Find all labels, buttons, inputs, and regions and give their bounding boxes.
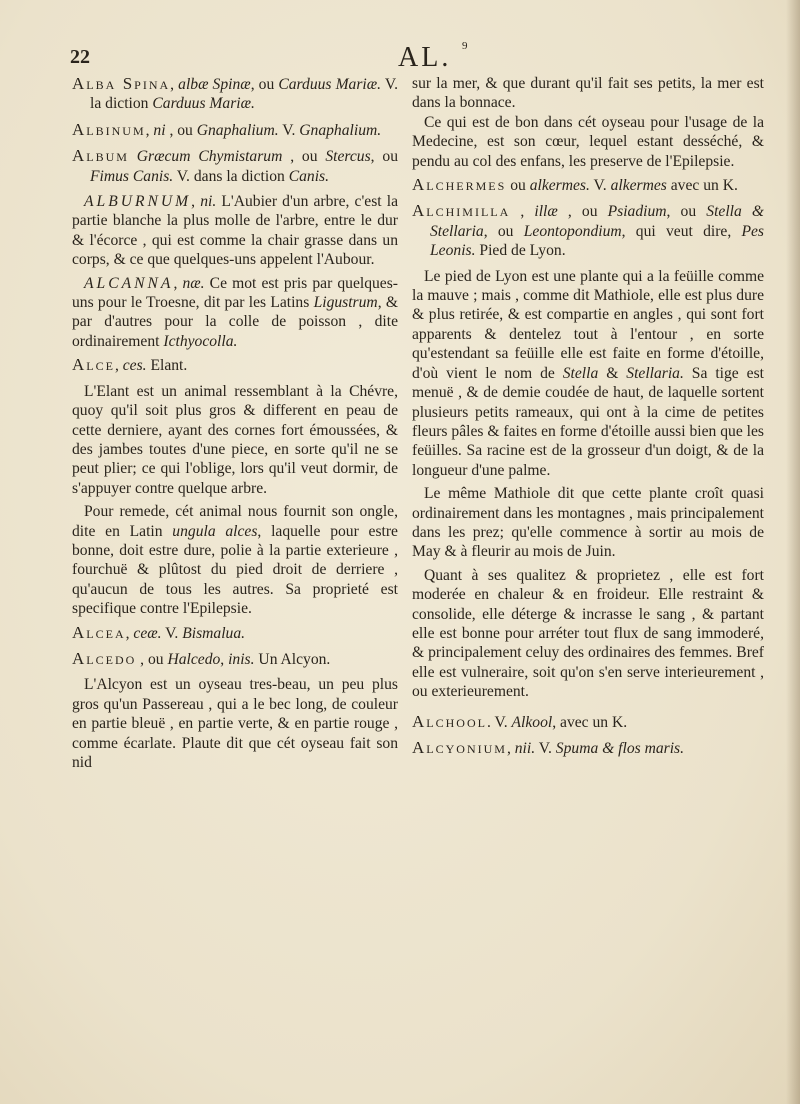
text-run: nii. [514, 740, 536, 757]
text-run: Icthyocolla. [163, 332, 238, 350]
text-run: næ. [182, 274, 205, 292]
headword: Alchermes [412, 175, 507, 195]
text-run: V. [589, 177, 611, 195]
text-run: Stella & Stellaria [430, 203, 765, 240]
dictionary-entry [412, 175, 764, 195]
text-run: Elant. [146, 357, 188, 375]
text-run: , [506, 740, 515, 757]
text-run: , qui veut dire, [621, 222, 742, 240]
paragraph [72, 382, 398, 498]
text-run: , ou [483, 222, 524, 240]
paragraph [72, 675, 398, 772]
text-run: illæ [534, 203, 558, 221]
paragraph [412, 74, 764, 113]
dictionary-entry [412, 738, 764, 758]
headword: Album [72, 146, 129, 166]
text-run: ceæ. [133, 624, 162, 642]
text-run: Halcedo [167, 650, 221, 668]
right-column [412, 74, 764, 764]
text-run: alkermes. [529, 177, 590, 195]
text-run: Spuma & flos maris. [555, 740, 685, 757]
text-run: Carduus Mariæ. [278, 76, 382, 93]
text-run: Gnaphalium. [299, 121, 382, 139]
text-run: , [220, 650, 229, 668]
headword: Alba Spina [72, 74, 171, 93]
left-column [72, 74, 398, 776]
text-run: V. [278, 121, 300, 139]
paragraph [72, 192, 398, 270]
text-run: , ou [666, 203, 707, 221]
text-run: , ou [370, 148, 398, 166]
headword: ALBURNUM [84, 193, 192, 211]
text-run: Sa tige est menuë , & de demie coudée de haut, de laquelle sortent plusieurs petits rameaux, qui ont à la cime de petites fleurs pâles & faites en forme d'étoille aussi bien que les feüilles. Sa racine est de la grosseur d'un doigt, & de la longueur d'une palme. [412, 364, 764, 479]
headword: Alcedo [72, 648, 137, 668]
dictionary-entry [72, 120, 398, 140]
text-run: V. dans la diction [173, 167, 289, 185]
text-run: Fimus Canis. [90, 167, 174, 185]
text-run: Stellaria. [626, 364, 684, 382]
text-run: Psiadium [607, 203, 667, 221]
text-run: Pied de Lyon. [475, 242, 566, 260]
paragraph [412, 267, 764, 480]
text-run: . V. [486, 713, 512, 731]
text-run: Bismalua. [182, 624, 246, 642]
text-run: , [114, 357, 123, 375]
text-run: , ou [557, 203, 608, 221]
text-run: Græcum Chymistarum [136, 148, 283, 166]
text-run: albæ Spinæ [178, 76, 251, 93]
headword: ALCANNA [84, 274, 174, 292]
text-run: , [170, 76, 179, 93]
text-run: V. la diction [90, 76, 399, 113]
text-run: L'Alcyon est un oyseau tres-beau, un peu plus gros qu'un Passereau , qui a le bec long, de couleur en partie bleuë , en partie verte, & en partie rouge , comme écarlate. Plaute dit que cét oyseau fait son nid [72, 676, 398, 771]
paragraph [412, 484, 764, 562]
page-gutter-shadow [786, 0, 800, 1104]
dictionary-entry [72, 623, 398, 643]
text-run: Quant à ses qualitez & proprietez , elle est fort moderée en chaleur & en froideur. Elle restraint & consolide, elle déterge & incrasse le sang , & partant elle est bonne pour arréter tout flux de sang immoderé, & principalement celuy des ordinaires des femmes. Bref elle est vulneraire, soit qu'on s'en serve interieurement , ou exterieurement. [412, 566, 764, 701]
paragraph [412, 113, 764, 171]
dictionary-entry [72, 355, 398, 375]
text-run: , ou [250, 76, 279, 93]
text-run: , & par d'autres pour la colle de poisson , dite ordinairement [72, 294, 398, 350]
text-run: ni [153, 121, 166, 139]
headword: Alchimilla [412, 201, 511, 221]
text-run: alkermes [610, 177, 667, 195]
text-run [129, 148, 137, 165]
text-run: avec un K. [666, 177, 738, 195]
signature-mark: 9 [462, 40, 468, 52]
headword: Albinum [72, 119, 146, 139]
text-run: sur la mer, & que durant qu'il fait ses petits, la mer est dans la bonnace. [412, 75, 764, 112]
text-run: Alkool [511, 713, 553, 731]
text-run: ou [506, 177, 530, 195]
text-run: Gnaphalium. [196, 121, 279, 139]
text-run: Ligustrum [313, 294, 378, 312]
text-run: Ce qui est de bon dans cét oyseau pour l'usage de la Medecine, est son cœur, lequel estant desséché, & pendu au col des enfans, les preserve de l'Epilepsie. [412, 113, 764, 170]
text-run: , ou [136, 650, 168, 668]
text-run: Stella [562, 364, 599, 382]
dictionary-entry [412, 201, 764, 260]
text-run: Carduus Mariæ. [152, 95, 255, 113]
text-run: ungula alces [172, 522, 258, 540]
page-number: 22 [70, 46, 90, 68]
text-run: L'Elant est un animal ressemblant à la Chévre, quoy qu'il soit plus gros & different en peau de cette derniere, ayant des cornes fort émoussées, & des jambes toutes d'une piece, en sorte qu'il ne se peut plier; ce qui l'oblige, lors qu'il veut dormir, de s'appuyer contre quelque arbre. [72, 382, 398, 497]
text-run: Canis. [288, 167, 329, 185]
text-run: ni. [200, 193, 217, 211]
dictionary-entry [72, 74, 398, 114]
headword: Alce [72, 355, 115, 375]
text-run: , ou [282, 148, 326, 166]
text-run: , [510, 203, 535, 221]
text-run: , avec un K. [552, 713, 628, 731]
paragraph [72, 274, 398, 352]
text-run: & [598, 364, 627, 382]
text-run: Ce mot est pris par quelques-uns pour le Troesne, dit par les Latins [72, 274, 398, 312]
text-run: , laquelle pour estre bonne, doit estre dure, polie à la partie exterieure , fourchuë & plûtost du pied droit de derriere , qu'aucun de tous les autres. Sa proprieté est specifique contre l'Epilepsie. [72, 522, 398, 618]
headword: Alcea [72, 622, 126, 642]
text-run: Stercus [325, 148, 371, 166]
text-run: Leontopondium [523, 222, 622, 240]
text-run: , [173, 274, 183, 292]
text-run: V. [535, 740, 556, 757]
text-run: V. [161, 624, 183, 642]
dictionary-entry [72, 649, 398, 669]
text-run: L'Aubier d'un arbre, c'est la partie blanche la plus molle de l'arbre, entre le dur & l'écorce , qui est comme la chair grasse dans un corps, & ce que quelques-uns appelent l'Aubour. [72, 193, 399, 269]
text-run: , [125, 624, 134, 642]
headword: Alcyonium [412, 738, 507, 757]
paragraph [412, 566, 764, 702]
text-run: Pour remede, cét animal nous fournit son ongle, dite en Latin [72, 503, 398, 540]
text-run: , ou [165, 121, 197, 139]
page-header [70, 40, 770, 74]
text-run: ces. [122, 357, 147, 375]
text-run: Un Alcyon. [254, 650, 331, 668]
headword: Alchool [412, 711, 487, 731]
text-run: , [191, 193, 201, 211]
text-run: , [145, 121, 154, 139]
text-run: inis. [228, 650, 255, 668]
dictionary-entry [412, 712, 764, 732]
text-run: Pes Leonis. [430, 222, 764, 260]
dictionary-entry [72, 146, 398, 186]
text-run: Le même Mathiole dit que cette plante croît quasi ordinairement dans les montagnes , mais principalement dans les prez; qu'elle commence à sortir au mois de May & à fleurir au mois de Juin. [412, 485, 764, 561]
text-run: Le pied de Lyon est une plante qui a la feüille comme la mauve ; mais , comme dit Mathiole, elle est plus dure & plus retirée, & est compartie en angles , qui sont fort apparents & dentelez tout à l'entour , en sorte qu'estendant sa feüille elle est faite en forme d'étoille, d'où vient le nom de [412, 267, 764, 382]
paragraph [72, 502, 398, 618]
running-head: AL. [398, 42, 452, 73]
